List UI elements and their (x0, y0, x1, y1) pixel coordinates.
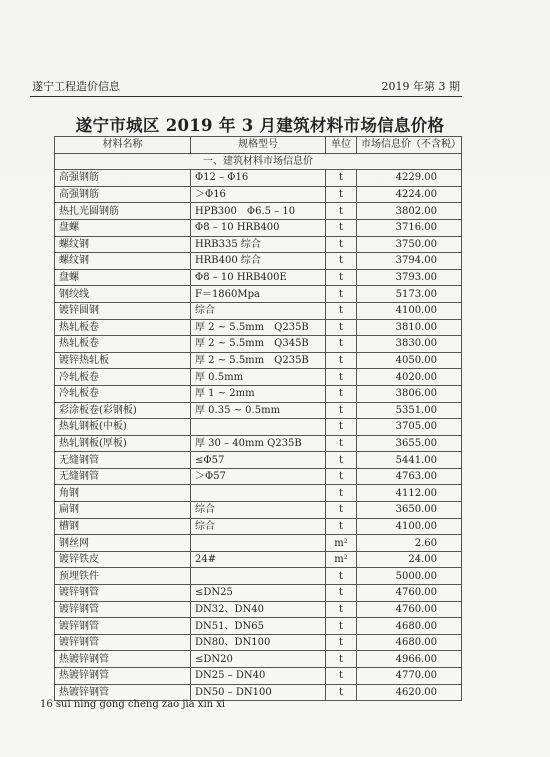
spec-cell: Φ8 – 10 HRB400 (191, 219, 326, 236)
spec-cell: 厚 1 ~ 2mm (191, 385, 326, 402)
spec-cell: HRB400 综合 (191, 253, 326, 270)
material-name-cell: 彩涂板卷(彩钢板) (55, 402, 191, 419)
spec-cell: DN25 – DN40 (191, 668, 326, 685)
spec-cell: 厚 2 ~ 5.5mm Q235B (191, 319, 326, 336)
material-name-cell: 镀锌钢管 (55, 618, 191, 635)
unit-cell: t (326, 319, 357, 336)
table-row (55, 568, 462, 585)
spec-cell: F＝1860Mpa (191, 286, 326, 303)
spec-cell: Φ12 – Φ16 (191, 170, 326, 187)
price-cell: 3793.00 (357, 269, 462, 286)
material-name-cell: 冷轧板卷 (55, 369, 191, 386)
material-name-cell: 盘螺 (55, 269, 191, 286)
price-cell: 24.00 (357, 551, 462, 568)
price-cell: 3716.00 (357, 219, 462, 236)
table-row (55, 518, 462, 535)
spec-cell: ＞Φ57 (191, 468, 326, 485)
material-name-cell: 螺纹钢 (55, 236, 191, 253)
price-cell: 4112.00 (357, 485, 462, 502)
table-row (55, 485, 462, 502)
material-name-cell: 镀锌钢管 (55, 601, 191, 618)
unit-cell: t (326, 668, 357, 685)
table-row (55, 535, 462, 552)
unit-cell: t (326, 269, 357, 286)
unit-cell: t (326, 170, 357, 187)
table-row (55, 236, 462, 253)
publication-name: 遂宁工程造价信息 (32, 80, 120, 93)
spec-cell: HPB300 Φ6.5 – 10 (191, 203, 326, 220)
price-cell: 3830.00 (357, 336, 462, 353)
price-cell: 3806.00 (357, 385, 462, 402)
unit-cell: m² (326, 551, 357, 568)
table-row (55, 203, 462, 220)
spec-cell: 厚 0.35 ~ 0.5mm (191, 402, 326, 419)
spec-cell: HRB335 综合 (191, 236, 326, 253)
price-cell: 4763.00 (357, 468, 462, 485)
price-cell: 4760.00 (357, 601, 462, 618)
spec-cell: DN51、DN65 (191, 618, 326, 635)
spec-cell: DN32、DN40 (191, 601, 326, 618)
unit-cell: t (326, 369, 357, 386)
unit-cell: m² (326, 535, 357, 552)
price-cell: 3802.00 (357, 203, 462, 220)
col-header-name: 材料名称 (55, 137, 191, 154)
material-name-cell: 冷轧板卷 (55, 385, 191, 402)
unit-cell: t (326, 618, 357, 635)
table-row (55, 269, 462, 286)
material-name-cell: 角钢 (55, 485, 191, 502)
page-title: 遂宁市城区 2019 年 3 月建筑材料市场信息价格 (75, 116, 445, 135)
page-footer: 16 sui ning gong cheng zao jia xin xi (40, 699, 226, 710)
price-cell: 3750.00 (357, 236, 462, 253)
spec-cell: DN50 – DN100 (191, 684, 326, 701)
price-cell: 3650.00 (357, 502, 462, 519)
price-cell: 4680.00 (357, 618, 462, 635)
unit-cell: t (326, 634, 357, 651)
price-cell: 4770.00 (357, 668, 462, 685)
table-row (55, 634, 462, 651)
material-name-cell: 镀锌铁皮 (55, 551, 191, 568)
table-row (55, 170, 462, 187)
price-cell: 5351.00 (357, 402, 462, 419)
unit-cell: t (326, 203, 357, 220)
table-row (55, 352, 462, 369)
table-row (55, 286, 462, 303)
material-name-cell: 热轧板卷 (55, 336, 191, 353)
unit-cell: t (326, 601, 357, 618)
unit-cell: t (326, 402, 357, 419)
table-row (55, 468, 462, 485)
price-cell: 5441.00 (357, 452, 462, 469)
price-cell: 3794.00 (357, 253, 462, 270)
table-row (55, 253, 462, 270)
material-name-cell: 高强钢筋 (55, 170, 191, 187)
price-cell: 4100.00 (357, 302, 462, 319)
price-cell: 4020.00 (357, 369, 462, 386)
price-cell: 3705.00 (357, 419, 462, 436)
spec-cell (191, 535, 326, 552)
table-row (55, 435, 462, 452)
material-name-cell: 无缝钢管 (55, 452, 191, 469)
table-row (55, 319, 462, 336)
unit-cell: t (326, 236, 357, 253)
spec-cell (191, 568, 326, 585)
unit-cell: t (326, 286, 357, 303)
spec-cell: 综合 (191, 518, 326, 535)
price-cell: 5000.00 (357, 568, 462, 585)
table-row (55, 336, 462, 353)
material-name-cell: 热镀锌钢管 (55, 651, 191, 668)
price-cell: 5173.00 (357, 286, 462, 303)
spec-cell: Φ8 – 10 HRB400E (191, 269, 326, 286)
spec-cell: 厚 2 ~ 5.5mm Q345B (191, 336, 326, 353)
material-name-cell: 热轧钢板(中板) (55, 419, 191, 436)
section-title: 一、建筑材料市场信息价 (55, 153, 462, 170)
col-header-spec: 规格型号 (191, 137, 326, 154)
price-cell: 3655.00 (357, 435, 462, 452)
price-cell: 4680.00 (357, 634, 462, 651)
table-row (55, 219, 462, 236)
section-row (55, 153, 462, 170)
price-cell: 4224.00 (357, 186, 462, 203)
material-name-cell: 盘螺 (55, 219, 191, 236)
unit-cell: t (326, 253, 357, 270)
spec-cell: 厚 30 – 40mm Q235B (191, 435, 326, 452)
table-row (55, 369, 462, 386)
material-name-cell: 扁钢 (55, 502, 191, 519)
material-name-cell: 钢丝网 (55, 535, 191, 552)
spec-cell: 厚 2 ~ 5.5mm Q235B (191, 352, 326, 369)
price-cell: 4100.00 (357, 518, 462, 535)
issue-number: 2019 年第 3 期 (381, 80, 460, 93)
table-row (55, 186, 462, 203)
table-row (55, 618, 462, 635)
material-name-cell: 热扎光圆钢筋 (55, 203, 191, 220)
material-name-cell: 镀锌圆钢 (55, 302, 191, 319)
material-name-cell: 无缝钢管 (55, 468, 191, 485)
col-header-unit: 单位 (326, 137, 357, 154)
material-name-cell: 槽钢 (55, 518, 191, 535)
spec-cell: 综合 (191, 302, 326, 319)
table-row (55, 419, 462, 436)
spec-cell (191, 419, 326, 436)
material-name-cell: 热轧板卷 (55, 319, 191, 336)
table-row (55, 302, 462, 319)
price-table (54, 136, 462, 701)
table-row (55, 551, 462, 568)
spec-cell: 综合 (191, 502, 326, 519)
table-row (55, 385, 462, 402)
table-header-row (55, 137, 462, 154)
material-name-cell: 预埋铁件 (55, 568, 191, 585)
table-row (55, 402, 462, 419)
unit-cell: t (326, 219, 357, 236)
unit-cell: t (326, 502, 357, 519)
unit-cell: t (326, 518, 357, 535)
unit-cell: t (326, 684, 357, 701)
spec-cell (191, 485, 326, 502)
table-row (55, 601, 462, 618)
spec-cell: 24# (191, 551, 326, 568)
unit-cell: t (326, 419, 357, 436)
unit-cell: t (326, 568, 357, 585)
col-header-price: 市场信息价（不含税） (357, 137, 462, 154)
unit-cell: t (326, 485, 357, 502)
spec-cell: ≤Φ57 (191, 452, 326, 469)
material-name-cell: 高强钢筋 (55, 186, 191, 203)
table-row (55, 651, 462, 668)
unit-cell: t (326, 336, 357, 353)
spec-cell: ＞Φ16 (191, 186, 326, 203)
running-header (30, 74, 462, 97)
material-name-cell: 镀锌钢管 (55, 585, 191, 602)
material-name-cell: 镀锌热轧板 (55, 352, 191, 369)
price-cell: 2.60 (357, 535, 462, 552)
spec-cell: DN80、DN100 (191, 634, 326, 651)
price-cell: 4050.00 (357, 352, 462, 369)
material-name-cell: 热镀锌钢管 (55, 668, 191, 685)
table-row (55, 452, 462, 469)
price-cell: 4620.00 (357, 684, 462, 701)
unit-cell: t (326, 186, 357, 203)
material-name-cell: 热轧钢板(厚板) (55, 435, 191, 452)
unit-cell: t (326, 585, 357, 602)
unit-cell: t (326, 435, 357, 452)
table-row (55, 668, 462, 685)
unit-cell: t (326, 651, 357, 668)
material-name-cell: 钢绞线 (55, 286, 191, 303)
spec-cell: ≤DN20 (191, 651, 326, 668)
price-cell: 4760.00 (357, 585, 462, 602)
price-cell: 3810.00 (357, 319, 462, 336)
spec-cell: ≤DN25 (191, 585, 326, 602)
unit-cell: t (326, 302, 357, 319)
unit-cell: t (326, 385, 357, 402)
spec-cell: 厚 0.5mm (191, 369, 326, 386)
unit-cell: t (326, 468, 357, 485)
table-row (55, 585, 462, 602)
price-cell: 4966.00 (357, 651, 462, 668)
material-name-cell: 镀锌钢管 (55, 634, 191, 651)
material-name-cell: 热镀锌钢管 (55, 684, 191, 701)
price-cell: 4229.00 (357, 170, 462, 187)
unit-cell: t (326, 452, 357, 469)
material-name-cell: 螺纹钢 (55, 253, 191, 270)
table-row (55, 502, 462, 519)
unit-cell: t (326, 352, 357, 369)
